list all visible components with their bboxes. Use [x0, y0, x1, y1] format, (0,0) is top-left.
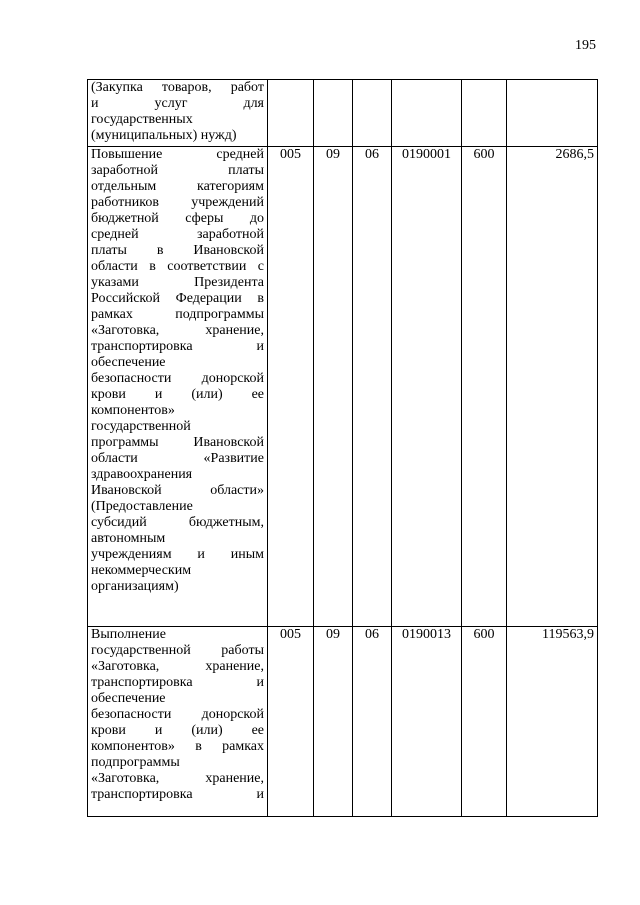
description-line: крови и (или) ее [91, 387, 264, 402]
description-line: области в соответствии с [91, 259, 264, 274]
expense-type-cell [462, 80, 507, 147]
admin-code-cell: 005 [268, 147, 314, 627]
target-article-cell: 0190013 [392, 627, 462, 817]
expense-type-cell: 600 [462, 627, 507, 817]
description-line: «Заготовка, хранение, [91, 659, 264, 674]
amount-cell: 2686,5 [507, 147, 598, 627]
description-line: Ивановской области» [91, 483, 264, 498]
description-line: компонентов» в рамках [91, 739, 264, 754]
description-line: работников учреждений [91, 195, 264, 210]
description-line: обеспечение [91, 691, 166, 706]
target-article-cell: 0190001 [392, 147, 462, 627]
table-row [88, 627, 598, 817]
description-line: компонентов» [91, 403, 175, 418]
description-line: подпрограммы [91, 755, 180, 770]
description-line: крови и (или) ее [91, 723, 264, 738]
description-line: государственной [91, 419, 191, 434]
admin-code-cell: 005 [268, 627, 314, 817]
description-line: «Заготовка, хранение, [91, 771, 264, 786]
description-line: транспортировка и [91, 675, 264, 690]
description-line: Повышение средней [91, 147, 264, 162]
description-line: автономным [91, 531, 166, 546]
description-line: (Закупка товаров, работ [91, 80, 264, 95]
description-line: отдельным категориям [91, 179, 264, 194]
admin-code-cell [268, 80, 314, 147]
description-line: некоммерческим [91, 563, 192, 578]
amount-cell: 119563,9 [507, 627, 598, 817]
description-line: обеспечение [91, 355, 166, 370]
description-line: здравоохранения [91, 467, 193, 482]
description-line: учреждениям и иным [91, 547, 264, 562]
description-cell [88, 80, 268, 147]
subsection-code-cell: 06 [353, 147, 392, 627]
description-line: средней заработной [91, 227, 264, 242]
description-line: (Предоставление [91, 499, 193, 514]
description-line: государственной работы [91, 643, 264, 658]
amount-cell [507, 80, 598, 147]
description-cell [88, 147, 268, 627]
description-line: организациям) [91, 579, 179, 594]
table-row [88, 80, 598, 147]
description-line: безопасности донорской [91, 371, 264, 386]
description-line: области «Развитие [91, 451, 264, 466]
description-line: безопасности донорской [91, 707, 264, 722]
subsection-code-cell: 06 [353, 627, 392, 817]
description-line: указами Президента [91, 275, 264, 290]
section-code-cell: 09 [314, 627, 353, 817]
subsection-code-cell [353, 80, 392, 147]
table-body [88, 80, 598, 817]
description-line: Выполнение [91, 627, 166, 642]
description-line: заработной платы [91, 163, 264, 178]
table-row [88, 147, 598, 627]
description-line: бюджетной сферы до [91, 211, 264, 226]
description-line: платы в Ивановской [91, 243, 264, 258]
description-line: государственных [91, 112, 193, 127]
description-line: Российской Федерации в [91, 291, 264, 306]
budget-table [87, 79, 598, 817]
description-line: (муниципальных) нужд) [91, 128, 237, 143]
expense-type-cell: 600 [462, 147, 507, 627]
description-line: рамках подпрограммы [91, 307, 264, 322]
section-code-cell: 09 [314, 147, 353, 627]
description-line: субсидий бюджетным, [91, 515, 264, 530]
description-line: транспортировка и [91, 787, 264, 802]
description-line: и услуг для [91, 96, 264, 111]
description-line: программы Ивановской [91, 435, 264, 450]
description-cell [88, 627, 268, 817]
section-code-cell [314, 80, 353, 147]
description-line: транспортировка и [91, 339, 264, 354]
description-line: «Заготовка, хранение, [91, 323, 264, 338]
target-article-cell [392, 80, 462, 147]
page-number: 195 [575, 38, 596, 53]
